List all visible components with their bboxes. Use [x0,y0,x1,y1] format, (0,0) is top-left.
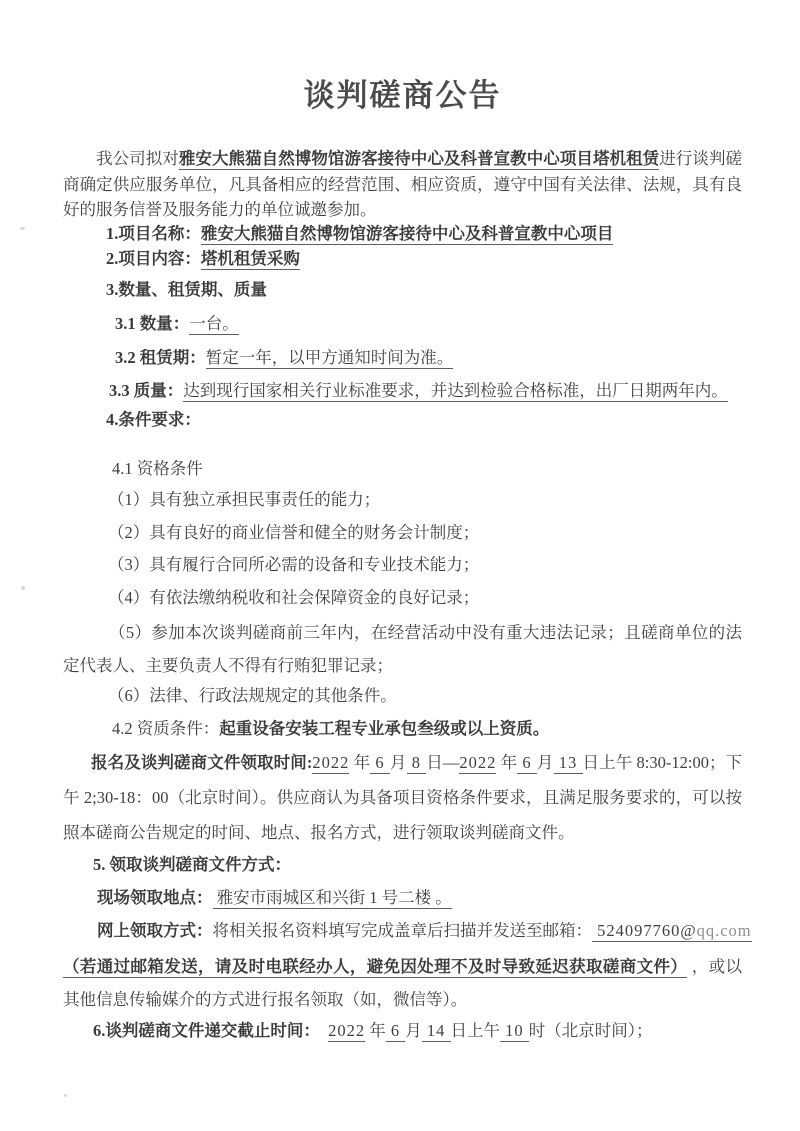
project-content-value: 塔机租赁采购 [200,248,300,268]
intro-lead-text: 我公司拟对 [96,149,179,168]
registration-text: 年 [496,752,518,772]
deadline-day: 14 [421,1020,451,1040]
scan-artifact [64,1094,67,1097]
project-name-line [106,224,742,244]
project-content-label: 2.项目内容： [106,248,201,268]
deadline-text: 年 [365,1020,386,1040]
deadline-text: 月 [405,1020,422,1040]
online-method-text: 将相关报名资料填写完成盖章后扫描并发送至邮箱： [212,920,592,940]
deadline-label: 6.谈判磋商文件递交截止时间： [93,1020,312,1040]
deadline-text: 日上午 [450,1020,500,1040]
deadline-line [93,1021,742,1041]
quantity-line [115,314,742,334]
onsite-location-label: 现场领取地点： [97,887,213,907]
email-note-paragraph [63,950,742,1016]
registration-text: 月 [389,752,407,772]
intro-rest-text: 进行谈判磋商确定供应服务单位，凡具备相应的经营范围、相应资质，遵守中国有关法律、法规，具有良好的服务信誉及服务能力的单位诚邀参加。 [63,149,743,219]
condition-item: （6）法律、行政法规规定的其他条件。 [108,685,397,705]
intro-paragraph [63,146,742,223]
qualification-grade-line [112,719,742,739]
grade-label: 4.2 资质条件： [112,718,220,738]
registration-time-label: 报名及谈判磋商文件领取时间: [91,752,313,772]
registration-day-start: 8 [406,752,427,772]
registration-hours-text: 日上午 8:30-12:00；下午 2;30-18：00（北京时间）。供应商认为具备项目资格条件要求，且满足服务要求的，可以按照本磋商公告规定的时间、地点、报名方式，进行领取谈判磋商文件。 [63,752,743,842]
registration-year-end: 2022 [459,752,497,772]
project-name-value: 雅安大熊猫自然博物馆游客接待中心及科普宣教中心项目 [200,223,614,243]
deadline-year: 2022 [328,1020,366,1040]
quality-line [109,381,742,401]
email-note-bold: （若通过邮箱发送，请及时电联经办人，避免因处理不及时导致延迟获取磋商文件） [63,956,688,976]
registration-month-end: 6 [517,752,537,772]
email-address-domain: qq.com [696,920,752,940]
email-note-rest: ，或以其他信息传输媒介的方式进行报名领取（如，微信等）。 [63,956,743,1009]
condition-item: （4）有依法缴纳税收和社会保障资金的良好记录； [108,587,480,607]
registration-text: 日— [426,752,460,772]
online-method-line [97,920,752,941]
lease-term-label: 3.2 租赁期： [115,347,206,367]
project-scope-highlight: 雅安大熊猫自然博物馆游客接待中心及科普宣教中心项目塔机租赁 [178,149,660,168]
onsite-location-line [97,888,742,908]
document-content [63,76,752,1041]
grade-value: 起重设备安装工程专业承包叁级或以上资质。 [219,718,550,738]
quality-label: 3.3 质量： [109,380,184,400]
deadline-text: 时（北京时间）； [528,1020,653,1040]
onsite-location-value: 雅安市雨城区和兴街 1 号二楼 。 [212,887,452,907]
scan-artifact [21,586,25,590]
scan-artifact [20,227,25,230]
registration-year-start: 2022 [312,752,350,772]
quantity-section-heading: 3.数量、租赁期、质量 [106,279,267,299]
lease-term-line [115,348,742,368]
registration-time-paragraph [63,745,742,850]
deadline-hour: 10 [500,1020,529,1040]
registration-month-start: 6 [370,752,390,772]
registration-text: 月 [536,752,554,772]
qualification-subheading: 4.1 资格条件 [112,458,203,478]
quantity-value: 一台。 [189,313,239,333]
quantity-label: 3.1 数量： [115,313,190,333]
registration-day-end: 13 [553,752,583,772]
condition-item: （2）具有良好的商业信誉和健全的财务会计制度； [108,522,480,542]
online-method-label: 网上领取方式： [97,920,213,940]
deadline-month: 6 [385,1020,406,1040]
requirements-heading: 4.条件要求： [106,409,201,429]
condition-item: （1）具有独立承担民事责任的能力； [108,489,381,509]
deadline-gap [312,1021,329,1040]
email-address-user: 524097760@ [592,920,697,940]
condition-item: （3）具有履行合同所必需的设备和专业技术能力； [108,554,480,574]
registration-text: 年 [349,752,371,772]
page-title: 谈判磋商公告 [303,78,502,113]
project-name-label: 1.项目名称： [106,223,201,243]
project-content-line [106,249,742,269]
condition-item: （5）参加本次谈判磋商前三年内，在经营活动中没有重大违法记录；且磋商单位的法定代表人、主要负责人不得有行贿犯罪记录； [63,622,742,675]
quality-value: 达到现行国家相关行业标准要求，并达到检验合格标准，出厂日期两年内。 [183,380,728,400]
lease-term-value: 暂定一年，以甲方通知时间为准。 [205,347,454,367]
collection-method-heading: 5. 领取谈判磋商文件方式： [93,854,291,874]
